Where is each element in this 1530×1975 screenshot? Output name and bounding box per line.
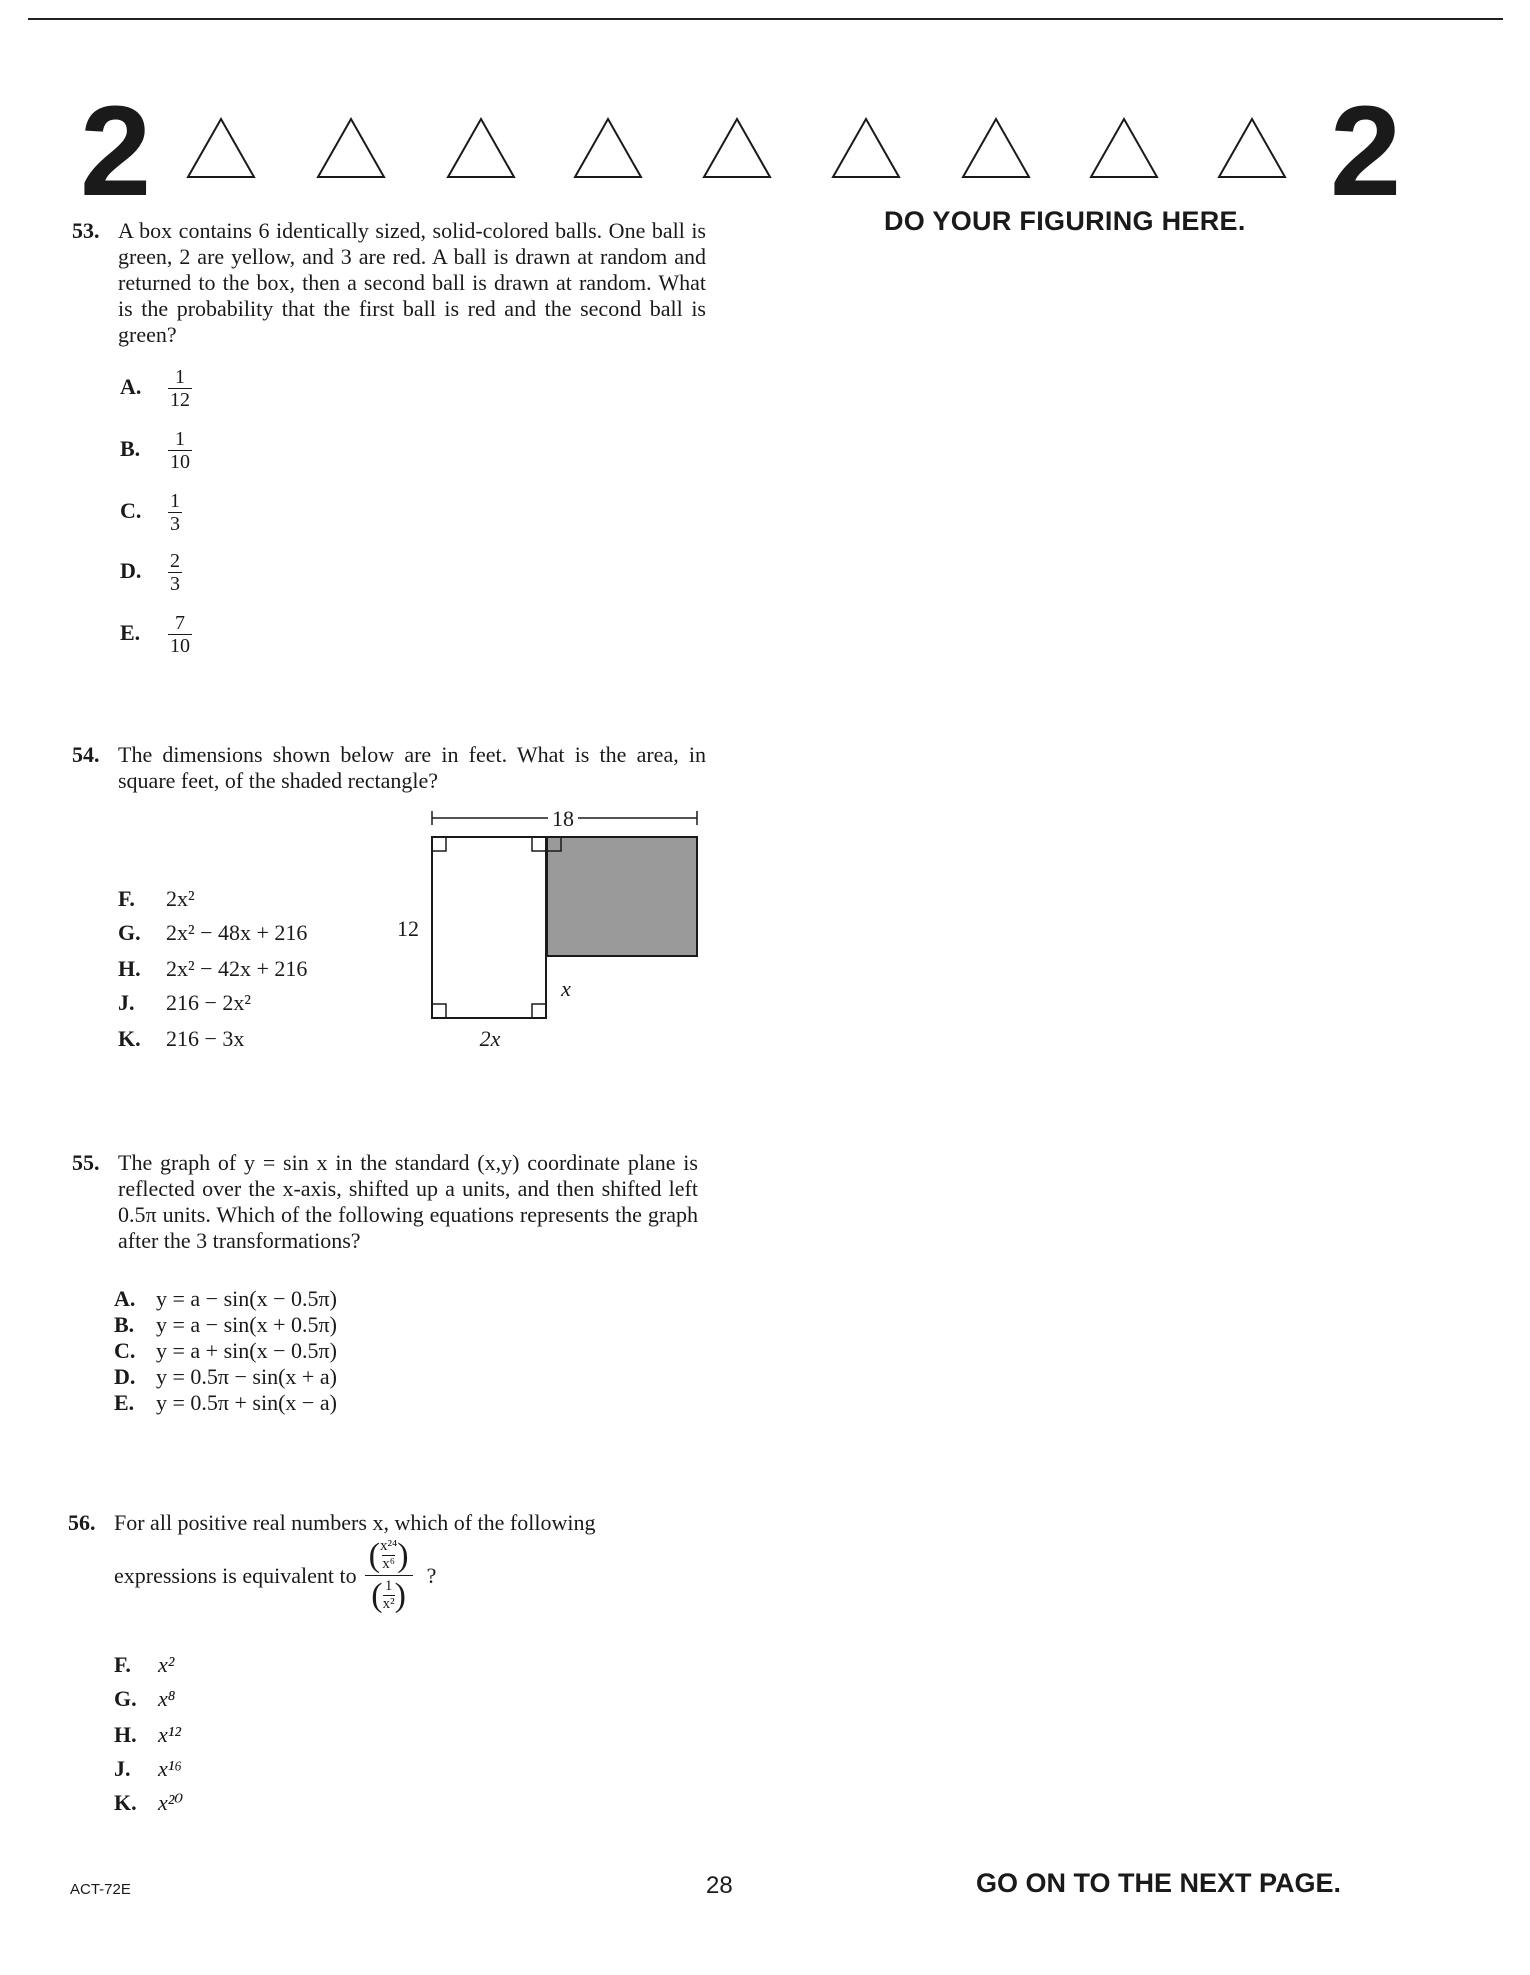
triangle-icon xyxy=(445,116,517,180)
question-55 xyxy=(72,1150,698,1254)
question-text: expressions is equivalent to xyxy=(114,1562,357,1588)
choice-56-f[interactable] xyxy=(114,1652,174,1678)
question-number: 54. xyxy=(72,742,100,767)
choice-54-g[interactable] xyxy=(118,920,307,946)
choice-label: A. xyxy=(120,373,142,399)
question-number: 53. xyxy=(72,218,100,243)
compound-fraction: ( $\frac{\text{x²⁴}}{\text{x⁶}}$ ) ( $\frac{1}{\text{x²}}$ ) xyxy=(365,1538,413,1613)
choice-56-h[interactable] xyxy=(114,1722,181,1748)
dimension-left-label: 12 xyxy=(397,916,419,941)
question-text: For all positive real numbers x, which of the following xyxy=(114,1510,596,1535)
choice-text: y = a + sin(x − 0.5π) xyxy=(156,1338,337,1363)
triangle-icon xyxy=(185,116,257,180)
choice-text: x¹² xyxy=(158,1722,181,1747)
choice-label: K. xyxy=(118,1026,141,1051)
fraction: $\frac{2}{3}$ xyxy=(170,550,180,595)
dimension-gap-label: x xyxy=(561,976,571,1001)
choice-label: F. xyxy=(114,1652,131,1677)
choice-label: C. xyxy=(114,1338,136,1363)
triangle-icon xyxy=(960,116,1032,180)
section-number-right: 2 xyxy=(1330,80,1402,223)
choice-54-h[interactable] xyxy=(118,956,307,982)
choice-text: 216 − 3x xyxy=(166,1026,245,1051)
fraction: $\frac{1}{3}$ xyxy=(170,490,180,535)
choice-55-d[interactable] xyxy=(114,1364,337,1390)
question-mark: ? xyxy=(426,1562,437,1588)
choice-53-d[interactable] xyxy=(120,550,182,595)
choice-label: G. xyxy=(118,920,141,945)
choice-label: K. xyxy=(114,1790,137,1815)
question-number: 56. xyxy=(68,1510,96,1535)
triangle-icon xyxy=(830,116,902,180)
question-54 xyxy=(72,742,706,794)
choice-label: J. xyxy=(118,990,135,1015)
expr-bottom-denominator: x² xyxy=(382,1596,395,1612)
choice-text: 2x² − 42x + 216 xyxy=(166,956,308,981)
choice-text: x¹⁶ xyxy=(158,1756,183,1781)
choice-55-b[interactable] xyxy=(114,1312,337,1338)
fraction: $\frac{1}{12}$ xyxy=(170,366,190,411)
figuring-area-label: DO YOUR FIGURING HERE. xyxy=(884,206,1246,236)
choice-label: H. xyxy=(114,1722,137,1747)
choice-text: y = 0.5π − sin(x + a) xyxy=(156,1364,337,1389)
choice-text: 2x² − 48x + 216 xyxy=(166,920,308,945)
triangle-icon xyxy=(572,116,644,180)
choice-label: A. xyxy=(114,1286,136,1311)
question-text: A box contains 6 identically sized, solid-colored balls. One ball is green, 2 are yellow, and 3 are red. A ball is drawn at random and returned to the box, then a second ball is drawn at random. What is the probability that the first ball is red and the second ball is green? xyxy=(118,218,706,347)
choice-54-f[interactable] xyxy=(118,886,195,912)
question-56 xyxy=(68,1510,708,1536)
choice-text: x²⁰ xyxy=(158,1790,184,1815)
form-code: ACT-72E xyxy=(70,1881,131,1898)
dimension-top-label: 18 xyxy=(552,806,574,831)
question-56-expression-line xyxy=(114,1538,436,1613)
choice-54-k[interactable] xyxy=(118,1026,244,1052)
choice-label: G. xyxy=(114,1686,137,1711)
choice-text: y = a − sin(x − 0.5π) xyxy=(156,1286,337,1311)
choice-54-j[interactable] xyxy=(118,990,251,1016)
choice-label: H. xyxy=(118,956,141,981)
choice-text: 216 − 2x² xyxy=(166,990,252,1015)
expr-top-numerator: x²⁴ xyxy=(379,1538,398,1554)
question-number: 55. xyxy=(72,1150,100,1175)
choice-label: D. xyxy=(114,1364,136,1389)
choice-text: x⁸ xyxy=(158,1686,176,1711)
choice-label: E. xyxy=(114,1390,135,1415)
choice-label: C. xyxy=(120,497,142,523)
question-text: The graph of y = sin x in the standard (x,y) coordinate plane is reflected over the x-axis, shifted up a units, and then shifted left 0.5π units. Which of the following equations represents the graph after the 3 transformations? xyxy=(118,1150,698,1253)
dimension-bottom-label: 2x xyxy=(479,1026,501,1051)
choice-text: x² xyxy=(158,1652,175,1677)
fraction: $\frac{7}{10}$ xyxy=(170,612,190,657)
choice-label: B. xyxy=(114,1312,135,1337)
triangle-icon xyxy=(315,116,387,180)
choice-label: J. xyxy=(114,1756,131,1781)
choice-55-a[interactable] xyxy=(114,1286,337,1312)
triangle-icon xyxy=(1088,116,1160,180)
next-page-notice: GO ON TO THE NEXT PAGE. xyxy=(976,1868,1342,1898)
choice-53-c[interactable] xyxy=(120,490,182,535)
expr-top-denominator: x⁶ xyxy=(382,1556,395,1572)
choice-56-j[interactable] xyxy=(114,1756,182,1782)
top-rule xyxy=(28,18,1503,20)
choice-56-k[interactable] xyxy=(114,1790,183,1816)
choice-text: 2x² xyxy=(166,886,195,911)
choice-55-e[interactable] xyxy=(114,1390,337,1416)
choice-55-c[interactable] xyxy=(114,1338,337,1364)
choice-53-a[interactable] xyxy=(120,366,192,411)
choice-text: y = a − sin(x + 0.5π) xyxy=(156,1312,337,1337)
choice-text: y = 0.5π + sin(x − a) xyxy=(156,1390,337,1415)
expr-bottom-numerator: 1 xyxy=(384,1578,393,1594)
choice-label: F. xyxy=(118,886,135,911)
choice-56-g[interactable] xyxy=(114,1686,175,1712)
section-number-left: 2 xyxy=(80,80,152,223)
triangle-icon xyxy=(1216,116,1288,180)
question-text: The dimensions shown below are in feet. What is the area, in square feet, of the shaded rectangle? xyxy=(118,742,706,793)
choice-53-e[interactable] xyxy=(120,612,192,657)
rectangle-figure xyxy=(380,800,720,1060)
choice-label: D. xyxy=(120,557,142,583)
fraction: $\frac{1}{10}$ xyxy=(170,428,190,473)
choice-label: B. xyxy=(120,435,141,461)
choice-53-b[interactable] xyxy=(120,428,192,473)
triangle-icon xyxy=(701,116,773,180)
page-number: 28 xyxy=(706,1872,733,1899)
question-53 xyxy=(72,218,706,348)
choice-label: E. xyxy=(120,619,141,645)
